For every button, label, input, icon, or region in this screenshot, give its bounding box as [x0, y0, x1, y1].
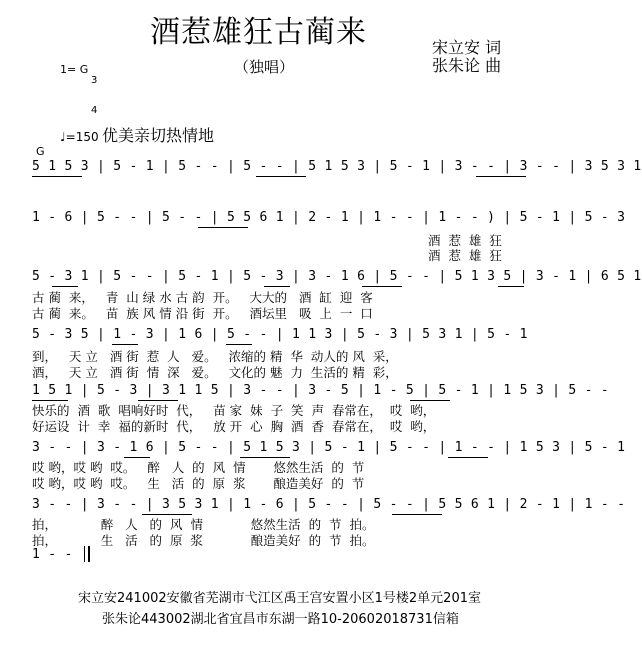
lyric-line-6b: 哎 哟，哎 哟 哎。 生 活 的 原 浆 酿造美好 的 节 [32, 476, 365, 491]
score-line-7: 3 - - | 3 - - | 3 5 3 1 | 1 - 6 | 5 - - | 5 - - | 5 5 6 1 | 2 - 1 | 1 - - [32, 497, 626, 512]
lyric-line-4b: 酒， 天 立 酒 街 情 深 爱。 文化的 魅 力 生活的 精 彩， [32, 365, 398, 380]
expression-marking: 优美亲切热情地 [102, 126, 215, 145]
beam-line [226, 344, 252, 345]
beam-line [362, 286, 402, 287]
score-line-2: 1 - 6 | 5 - - | 5 - - | 5 5 6 1 | 2 - 1 | 1 - - | 1 - - ) | 5 - 1 | 5 - 3 [32, 210, 626, 225]
final-barline [84, 546, 90, 562]
beam-line [32, 400, 68, 401]
lyric-line-5a: 快乐的 酒 歌 唱响好时 代， 苗 家 妹 子 笑 声 春常在， 哎 哟， [32, 403, 436, 418]
beam-line [240, 457, 290, 458]
lyric-line-7a: 拍， 醉 人 的 风 情 悠然生活 的 节 拍。 [32, 517, 375, 532]
song-subtitle: （独唱） [234, 58, 295, 76]
lyric-line-7b: 拍， 生 活 的 原 浆 酿造美好 的 节 拍。 [32, 533, 375, 548]
score-line-1: 5 1 5 3 | 5 - 1 | 5 - - | 5 - - | 5 1 5 3 | 5 - 1 | 3 - - | 3 - - | 3 5 3 1 [32, 159, 642, 174]
time-signature [91, 56, 97, 126]
beam-line [448, 457, 488, 458]
key-signature: 1= G [60, 63, 89, 76]
song-title: 酒惹雄狂古蔺来 [150, 15, 367, 50]
score-line-6: 3 - - | 3 - 1 6 | 5 - - | 5 1 5 3 | 5 - 1 | 5 - - | 1 - - | 1 5 3 | 5 - 1 [32, 440, 626, 455]
score-line-3: 5 - 3 1 | 5 - - | 5 - 1 | 5 - 3 | 3 - 1 6 | 5 - - | 5 1 3 5 | 3 - 1 | 6 5 1 [32, 269, 642, 284]
chord-symbol: G [36, 145, 45, 158]
lyricist-address: 宋立安241002安徽省芜湖市弋江区禹王宫安置小区1号楼2单元201室 [78, 591, 481, 606]
lyric-line-3a: 古 蔺 来， 青 山 绿 水 古 韵 开。 大大的 酒 缸 迎 客 [32, 290, 373, 305]
beam-line [392, 514, 442, 515]
score-line-4: 5 - 3 5 | 1 - 3 | 1 6 | 5 - - | 1 1 3 | 5 - 3 | 5 3 1 | 5 - 1 [32, 327, 528, 342]
beam-line [264, 286, 290, 287]
lyric-line-2b: 酒 惹 雄 狂 [428, 248, 502, 263]
time-signature-top: 3 [91, 75, 98, 86]
lyric-line-3b: 古 蔺 来。 苗 族 风 情 沿 街 开。 酒坛里 吸 上 一 口 [32, 306, 373, 321]
lyric-line-4a: 到， 天 立 酒 街 惹 人 爱。 浓缩的 精 华 动人的 风 采， [32, 349, 398, 364]
beam-line [498, 286, 524, 287]
time-signature-bottom: 4 [91, 105, 98, 116]
beam-line [52, 286, 78, 287]
score-line-8: 1 - - [32, 547, 73, 562]
beam-line [32, 176, 82, 177]
beam-line [256, 176, 306, 177]
beam-line [142, 514, 192, 515]
lyricist-credit: 宋立安 词 [432, 38, 502, 57]
beam-line [138, 400, 178, 401]
beam-line [112, 344, 138, 345]
score-line-5: 1 5 1 | 5 - 3 | 3 1 1 5 | 3 - - | 3 - 5 | 1 - 5 | 5 - 1 | 1 5 3 | 5 - - [32, 383, 618, 398]
composer-address: 张朱论443002湖北省宜昌市东湖一路10-20602018731信箱 [102, 612, 459, 627]
lyric-line-5b: 好运设 计 幸 福的新时 代， 放 开 心 胸 酒 香 春常在， 哎 哟， [32, 419, 436, 434]
lyric-line-6a: 哎 哟，哎 哟 哎。 醉 人 的 风 情 悠然生活 的 节 [32, 460, 365, 475]
beam-line [198, 227, 248, 228]
lyric-line-2a: 酒 惹 雄 狂 [428, 233, 502, 248]
tempo-marking: ♩=150 [60, 130, 99, 144]
beam-line [410, 400, 450, 401]
beam-line [124, 457, 150, 458]
composer-credit: 张朱论 曲 [432, 56, 502, 75]
beam-line [476, 176, 526, 177]
